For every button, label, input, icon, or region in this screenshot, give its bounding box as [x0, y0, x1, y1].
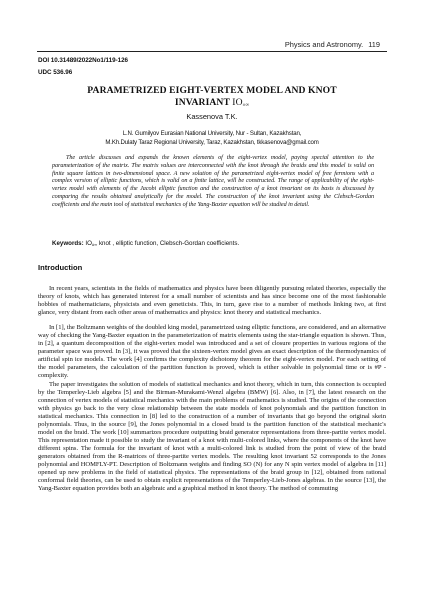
affiliation-2: M.Kh.Dulaty Taraz Regional University, Taraz, Kazakhstan, tkkasenova@gmail.com [105, 139, 319, 146]
header-rule [37, 51, 387, 52]
doi: DOI 10.31489/2022No1/119-126 [38, 57, 128, 64]
title-symbol [232, 97, 249, 108]
title-line-1: PARAMETRIZED EIGHT-VERTEX MODEL AND KNOT [87, 85, 337, 96]
body-text [38, 285, 386, 493]
page-number: 119 [368, 40, 380, 49]
article-title [40, 85, 384, 113]
keywords-symbol [85, 240, 97, 247]
affiliation-1: L.N. Gumilyov Eurasian National University, Nur - Sultan, Kazakhstan, [122, 130, 302, 137]
keywords-label: Keywords: [52, 240, 84, 247]
running-head [285, 40, 380, 49]
udc: UDC 536.96 [38, 69, 73, 76]
title-line-2-text: INVARIANT [174, 97, 230, 109]
paragraph: In [1], the Boltzmann weights of the doubled king model, parametrized using elliptic functions, are considered, and an alternative way of checking the Yang-Baxter equation in the parameterization of matrix elements using the star-triangle equation is shown. Thus, in [2], a quantum decomposition of the eight-vertex model was introduced and a set of closure properties in various regions of the parameter space was proved. In [3], it was proved that the sixteen-vertex model gives an exact description of the thermodynamics of artificial spin ice models. The work [4] confirms the complexity dichotomy theorem for the eight-vertex model. For each setting of the model parameters, the calculation of the partition function is proved, which is either solvable in polynomial time or is #P - complexity. [38, 324, 386, 380]
keywords-text: knot , elliptic function, Clebsch-Gordan coefficients. [98, 240, 240, 247]
title-line-2 [40, 97, 384, 112]
journal-name: Physics and Astronomy. [284, 40, 364, 49]
paragraph: The paper investigates the solution of models of statistical mechanics and knot theory, which in turn, this connection is occupied by the Temperley-Lieb algebra [5] and the Birman-Murakami-Wenzl algebra (BMW) [6]. Also, in [7], the latest research on the connection of vertex models of statistical mechanics with the main problems of mathematics is studied. The origins of the connection with physics go back to the very close relationship between the state models of knot polynomials and the partition function in statistical mechanics. This connection in [8] led to the construction of a number of invariants that go beyond the original skein polynomials. Thus, in the source [9], the Jones polynomial in a closed braid is the partition function of the statistical mechanic's model on the braid. The work [10] summarizes procedure outputting braid generator representations from three-partite vertex model. This representation made it possible to study the invariant of a knot with multi-colored links, where the components of the knot have different spins. The formula for the invariant of knot with a multi-colored link is studied from the point of view of the braid generators obtained from the R-matrices of three-partite vertex models. The resulting knot invariant 52 corresponds to the Jones polynomial and HOMFLY-PT. Description of Boltzmann weights and finding SO (N) for any N spin vertex model of algebra in [11] opened up new problems in the field of statistical physics. The representations of the braid group in [12], obtained from rational conformal field theories, can be used to obtain explicit representations of the Temperley-Lieb-Jones algebras. In the source [13], the Yang-Baxter equation provides both an algebraic and a graphical method in knot theory. The method of commuting [38, 380, 386, 493]
abstract: The article discusses and expands the known elements of the eight-vertex model, paying special attention to the parameterization of the matrix. The matrix values are interconnected with the knot through the braids and this model is valid on finite square lattices in two-dimensional space. A new solution of the parametrized eight-vertex model of free fermions with a complex version of elliptic functions, which is valid on a finite lattice, will be constructed. The range of applicability of the eight-vertex model with elements of the Jacobi elliptic function and the construction of a knot invariant on its basis is discussed by comparing the results obtained analytically for the model. The construction of the knot invariant using the Clebsch-Gordan coefficients and the main tool of statistical mechanics of the Yang-Baxter equation will be studied in detail. [52, 155, 374, 208]
keywords [52, 240, 374, 247]
keywords-symbol-base: IO [85, 240, 92, 247]
author: Kassenova T.K. [186, 112, 238, 121]
title-symbol-base: IO [232, 97, 243, 109]
title-symbol-sub: ±∞ [242, 103, 250, 109]
paragraph: In recent years, scientists in the fields of mathematics and physics have been diligently pursuing related theories, especially the theory of knots, which has generated interest for a small number of scientists and has since become one of the most fashionable hobbies of mathematicians, physicists and even geneticists. This, in turn, gave rise to a number of methods linking two, at first glance, very distant from each other areas of mathematics and physics: knot theory and statistical mechanics. [38, 285, 386, 317]
section-heading-introduction: Introduction [38, 263, 83, 272]
keywords-symbol-sub: ±∞ [91, 242, 98, 247]
